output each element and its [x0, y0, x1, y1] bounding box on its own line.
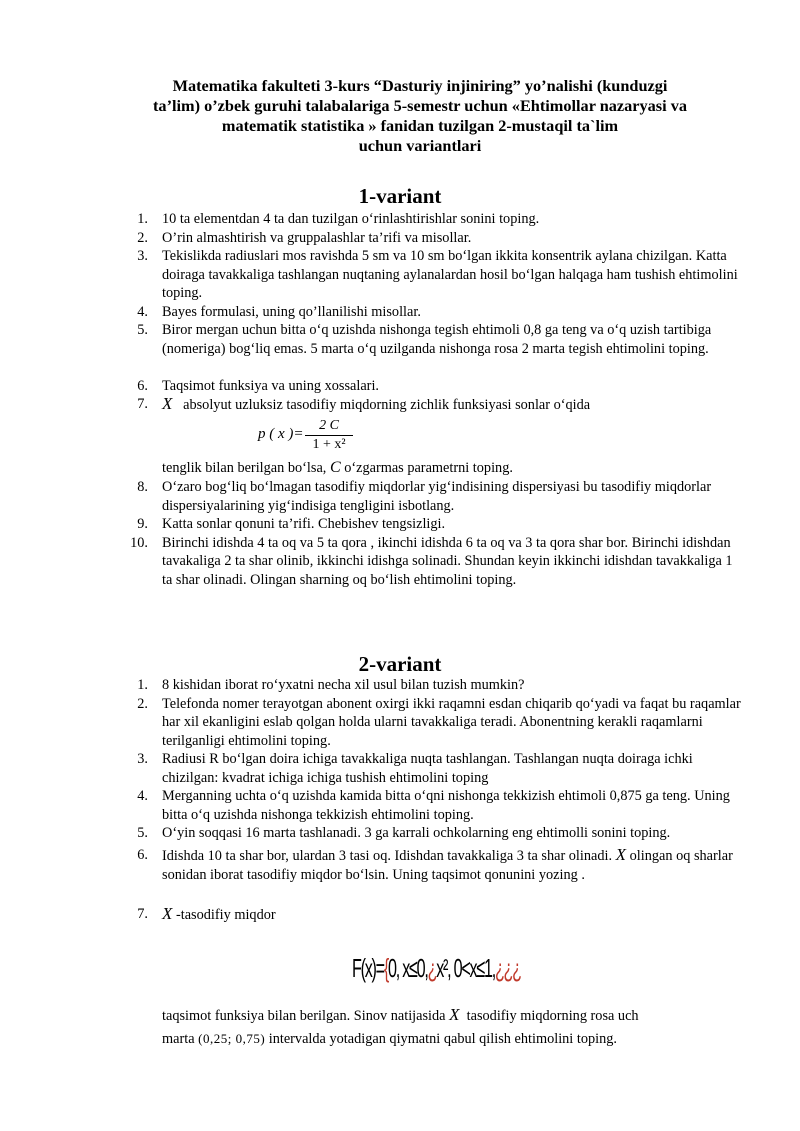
random-variable-x: X [162, 904, 173, 923]
item-number: 10. [130, 534, 148, 551]
item-number: 3. [137, 751, 148, 767]
item-text: Birinchi idishda 4 ta oq va 5 ta qora , ikinchi idishda 6 ta oq va 3 ta qora shar bor. Birinchi idishdan tavakaliga 2 ta shar olinib, ikkinchi idishga solinadi. Shundan keyin ikkinchi idishdan tavakkaliga 1 ta shar olinadi. Olingan sharning oq bo‘lish ehtimolini toping. [162, 534, 733, 588]
condition-text-a: tenglik bilan berilgan bo‘lsa, [162, 460, 327, 476]
formula-condition-line [162, 459, 513, 478]
item-text-b: olingan oq sharlar sonidan iborat tasodifiy miqdor bo‘lsin. Uning taqsimot qonunini yozing . [162, 848, 733, 883]
item-text: Bayes formulasi, uning qo’llanilishi misollar. [162, 303, 421, 320]
item-text: Telefonda nomer terayotgan abonent oxirgi ikki raqamni esdan chiqarib qo‘yadi va faqat bu raqamlar har xil ekanligini eslab qolgan holda ularni tavakkaliga teradi. Abonentning kerakli raqamlarni terilganligi ehtimolini toping. [162, 695, 741, 749]
item-number: 7. [137, 396, 148, 412]
random-variable-x: X [615, 845, 627, 864]
condition-text-b: o‘zgarmas parametrni toping. [344, 460, 513, 476]
item-number: 2. [137, 695, 148, 712]
item-text: Taqsimot funksiya va uning xossalari. [162, 377, 379, 394]
header-line-1: Matematika fakulteti 3-kurs “Dasturiy injiniring” yo’nalishi (kunduzgi [172, 76, 668, 95]
fraction-denominator: 1 + x² [312, 437, 346, 452]
cdf-text-a: taqsimot funksiya bilan berilgan. Sinov natijasida [162, 1008, 446, 1024]
item-number: 5. [137, 825, 148, 841]
cdf-part-c: x², 0<x≤1, [436, 953, 495, 983]
distribution-function-formula [352, 946, 521, 990]
cdf-part-a: F(x)= [352, 953, 384, 983]
item-text-wrap [162, 395, 742, 415]
item-number: 4. [137, 788, 148, 804]
item-number: 6. [137, 847, 148, 863]
item-number: 3. [137, 248, 148, 264]
cdf-glyph-1: ¿ [427, 953, 437, 983]
item-number: 2. [137, 229, 148, 246]
item-number: 4. [137, 303, 148, 320]
item-text: 8 kishidan iborat ro‘yxatni necha xil usul bilan tuzish mumkin? [162, 677, 525, 693]
item-text-wrap [162, 905, 742, 925]
random-variable-x: X [162, 394, 173, 413]
cdf-text-b: tasodifiy miqdorning rosa uch [466, 1008, 639, 1024]
item-number: 1. [137, 211, 148, 227]
cdf-description-line-2 [162, 1030, 617, 1049]
document-header [100, 76, 740, 156]
cdf-brace: { [383, 953, 389, 983]
header-line-2: ta’lim) o’zbek guruhi talabalariga 5-semestr uchun «Ehtimollar nazaryasi va [153, 96, 687, 115]
fraction-numerator: 2 C [319, 418, 339, 433]
item-number: 9. [137, 516, 148, 532]
item-number: 5. [137, 322, 148, 338]
cdf-text-c: marta [162, 1031, 195, 1047]
item-text: O‘zaro bog‘liq bo‘lmagan tasodifiy miqdorlar yig‘indisining dispersiyasi bu tasodifiy miqdorlar dispersiyalarining yig‘indisiga tengligini isbotlang. [162, 479, 712, 514]
density-formula-fraction [303, 417, 355, 454]
item-text: Radiusi R bo‘lgan doira ichiga tavakkaliga nuqta tashlangan. Tashlangan nuqta doiraga ichki chizilgan: kvadrat ichiga ichiga tushish ehtimolini toping [162, 751, 693, 786]
variant-2-title: 2-variant [358, 652, 442, 676]
interval-value: (0,25; 0,75) [198, 1031, 266, 1046]
density-formula-lhs: p ( x )= [258, 426, 304, 442]
item-text-a: Idishda 10 ta shar bor, ulardan 3 tasi oq. Idishdan tavakkaliga 3 ta shar olinadi. [162, 848, 613, 864]
variant-1-title: 1-variant [358, 184, 442, 208]
parameter-c: C [329, 459, 341, 476]
cdf-text-d: intervalda yotadigan qiymatni qabul qilish ehtimolini toping. [268, 1031, 617, 1047]
item-number: 1. [137, 677, 148, 693]
item-text: O’rin almashtirish va gruppalashlar ta’rifi va misollar. [162, 229, 472, 246]
item-text: Tekislikda radiuslari mos ravishda 5 sm va 10 sm bo‘lgan ikkita konsentrik aylana chizilgan. Katta doiraga tavakkaliga tashlangan nuqtaning aylanalardan hosil bo‘lgan halqaga ham tushish ehtimolini toping. [162, 248, 738, 301]
cdf-glyph-2: ¿¿¿ [494, 953, 521, 983]
cdf-part-b: 0, x≤0, [388, 953, 428, 983]
item-text: absolyut uzluksiz tasodifiy miqdorning zichlik funksiyasi sonlar o‘qida [183, 397, 591, 413]
item-text: Merganning uchta o‘q uzishda kamida bitta o‘qni nishonga tekkizish ehtimoli 0,875 ga teng. Uning bitta o‘q uzishda nishonga tekkizish ehtimolini toping. [162, 788, 730, 823]
item-text: Katta sonlar qonuni ta’rifi. Chebishev tengsizligi. [162, 516, 446, 532]
cdf-description-line-1 [162, 1006, 639, 1026]
item-text: O‘yin soqqasi 16 marta tashlanadi. 3 ga karrali ochkolarning eng ehtimolli sonini toping. [162, 825, 671, 841]
item-text: Biror mergan uchun bitta o‘q uzishda nishonga tegish ehtimoli 0,8 ga teng va o‘q uzish tartibiga (nomeriga) bog‘liq emas. 5 marta o‘q uzilganda nishonga rosa 2 marta tegish ehtimolini toping. [162, 322, 712, 357]
header-line-3: matematik statistika » fanidan tuzilgan 2-mustaqil ta`lim [221, 116, 619, 135]
item-text-wrap [162, 846, 742, 884]
header-line-4: uchun variantlari [358, 136, 482, 155]
item-text: -tasodifiy miqdor [175, 907, 276, 923]
item-number: 6. [137, 377, 148, 394]
item-text: 10 ta elementdan 4 ta dan tuzilgan o‘rinlashtirishlar sonini toping. [162, 211, 540, 227]
item-number: 7. [137, 906, 148, 922]
item-number: 8. [137, 479, 148, 495]
random-variable-x: X [449, 1005, 460, 1024]
